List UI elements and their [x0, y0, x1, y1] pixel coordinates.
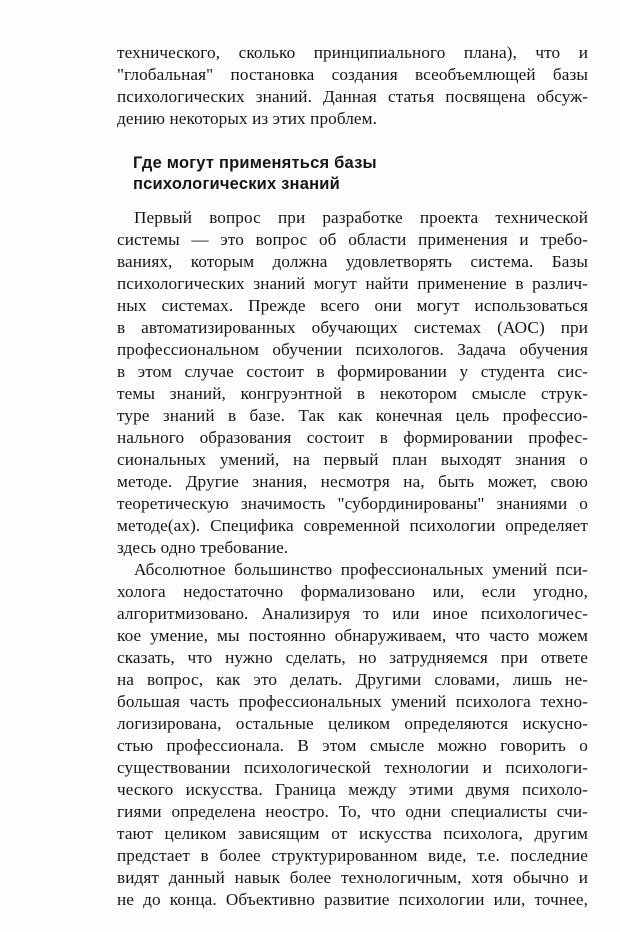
text-line: видят данный навык более технологичным, хотя обычно и	[117, 868, 588, 887]
paragraph-first-line: Абсолютное большинство профессиональных умений пси-	[134, 560, 588, 579]
text-line: системы — это вопрос об области применения и требо-	[117, 230, 588, 249]
text-line: дению некоторых из этих проблем.	[117, 109, 378, 128]
text-line: методе(ах). Специфика современной психологии определяет	[117, 516, 588, 535]
text-line: большая часть профессиональных умений психолога техно-	[117, 692, 588, 711]
text-line: сиональных умений, на первый план выходят знания о	[117, 450, 588, 469]
text-line: ческого искусства. Граница между этими двумя психоло-	[117, 780, 588, 799]
text-line: здесь одно требование.	[117, 538, 289, 557]
section-heading-line: Где могут применяться базы	[133, 154, 377, 172]
text-line: "глобальная" постановка создания всеобъемлющей базы	[117, 65, 588, 84]
text-line: профессиональном обучении психологов. Задача обучения	[117, 340, 588, 359]
text-line: не до конца. Объективно развитие психологии или, точнее,	[117, 890, 588, 909]
text-line: туре знаний в базе. Так как конечная цель профессио-	[117, 406, 588, 425]
text-line: ваниях, которым должна удовлетворять система. Базы	[117, 252, 588, 271]
text-line: существовании психологической технологии и психологи-	[117, 758, 588, 777]
text-line: технического, сколько принципиального плана), что и	[117, 43, 588, 62]
text-line: алгоритмизовано. Анализируя то или иное психологичес-	[117, 604, 588, 623]
section-heading-line: психологических знаний	[133, 175, 340, 193]
text-line: тают целиком зависящим от искусства психолога, другим	[117, 824, 588, 843]
text-line: теоретическую значимость "субординированы" знаниями о	[117, 494, 588, 513]
text-line: психологических знаний могут найти применение в различ-	[117, 274, 588, 293]
paragraph-first-line: Первый вопрос при разработке проекта технической	[134, 208, 588, 227]
text-line: логизирована, остальные целиком определяются искусно-	[117, 714, 588, 733]
text-line: методе. Другие знания, несмотря на, быть может, свою	[117, 472, 588, 491]
text-line: в автоматизированных обучающих системах (АОС) при	[117, 318, 588, 337]
text-line: на вопрос, как это делать. Другими словами, лишь не-	[117, 670, 588, 689]
text-line: психологических знаний. Данная статья посвящена обсуж-	[117, 87, 588, 106]
text-line: предстает в более структурированном виде, т.е. последние	[117, 846, 588, 865]
text-line: в этом случае состоит в формировании у студента сис-	[117, 362, 588, 381]
text-line: кое умение, мы постоянно обнаруживаем, что часто можем	[117, 626, 588, 645]
text-line: холога недостаточно формализовано или, если угодно,	[117, 582, 588, 601]
text-line: сказать, что нужно сделать, но затрудняемся при ответе	[117, 648, 588, 667]
text-line: гиями определена неостро. То, что одни специалисты счи-	[117, 802, 588, 821]
text-line: темы знаний, конгруэнтной в некотором смысле струк-	[117, 384, 588, 403]
text-line: нального образования состоит в формировании профес-	[117, 428, 588, 447]
text-line: ных системах. Прежде всего они могут использоваться	[117, 296, 588, 315]
text-line: стью профессионала. В этом смысле можно говорить о	[117, 736, 588, 755]
